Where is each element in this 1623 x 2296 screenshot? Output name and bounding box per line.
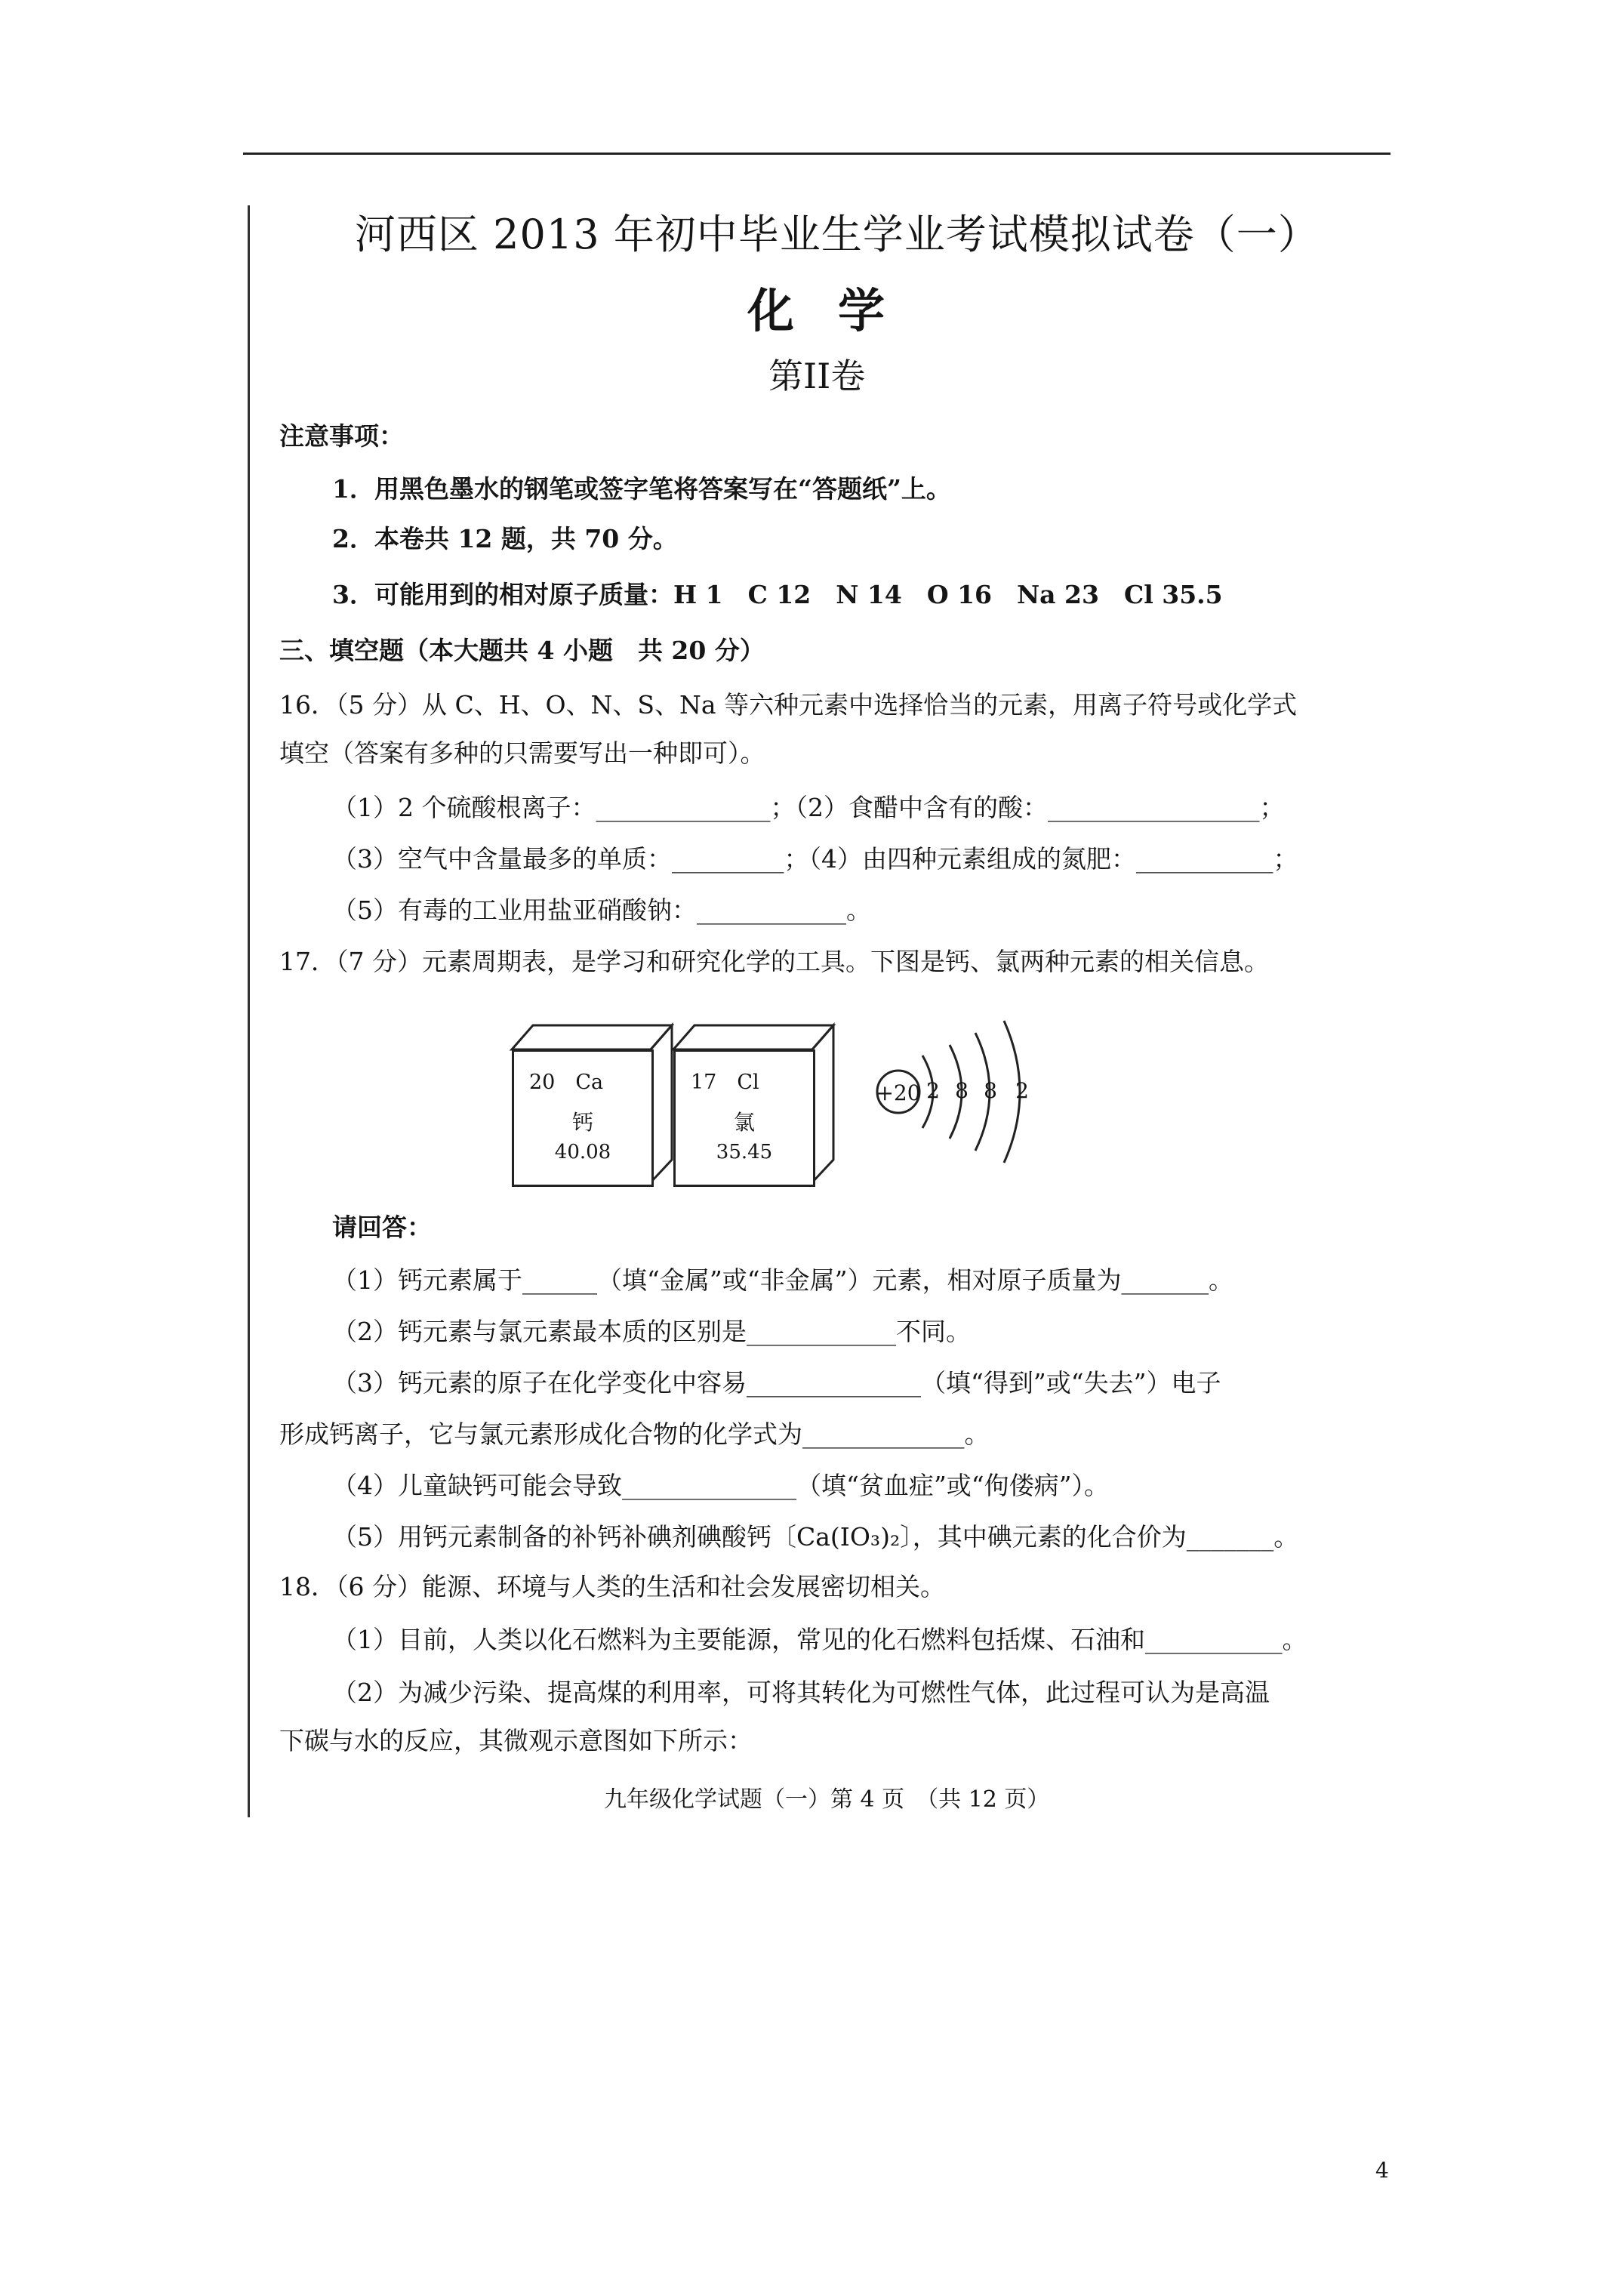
q17-ask: 请回答： [332,1213,432,1242]
volume-label: 第II卷 [768,356,866,396]
notice-item: 2．本卷共 12 题，共 70 分。 [332,524,678,553]
q17-part: （2）钙元素与氯元素最本质的区别是____________不同。 [332,1317,971,1346]
shell-3-electrons: 8 [984,1078,997,1103]
notice-item: 3．可能用到的相对原子质量：H 1 C 12 N 14 O 16 Na 23 Cl 35.5 [332,580,1223,609]
q17-part: （3）钙元素的原子在化学变化中容易______________（填“得到”或“失去”）电子 [332,1368,1221,1398]
cl-mass: 35.45 [716,1141,773,1163]
q16-item-row: （3）空气中含量最多的单质：_________；（4）由四种元素组成的氮肥：___________； [332,844,1298,874]
q17-stem: 17．（7 分）元素周期表，是学习和研究化学的工具。下图是钙、氯两种元素的相关信息。 [279,947,1269,976]
q16-item-row: （5）有毒的工业用盐亚硝酸钠：____________。 [332,895,871,925]
binding-margin-rule [248,205,250,1817]
q18-part: （1）目前，人类以化石燃料为主要能源，常见的化石燃料包括煤、石油和___________。 [332,1625,1307,1654]
ca-mass: 40.08 [554,1141,611,1163]
section-heading: 三、填空题（本大题共 4 小题 共 20 分） [279,636,765,665]
cl-number-symbol: 17 Cl [691,1071,759,1094]
q16-item-row: （1）2 个硫酸根离子：______________；（2）食醋中含有的酸：_________________； [332,793,1285,822]
q18-stem: 18．（6 分）能源、环境与人类的生活和社会发展密切相关。 [279,1572,945,1601]
ca-name: 钙 [571,1110,593,1135]
cl-element-card [673,1049,815,1187]
q17-part: （5）用钙元素制备的补钙补碘剂碘酸钙〔Ca(IO₃)₂〕，其中碘元素的化合价为_______。 [332,1522,1299,1552]
q17-part: （4）儿童缺钙可能会导致______________（填“贫血症”或“佝偻病”）。 [332,1471,1109,1500]
q17-part: 形成钙离子，它与氯元素形成化合物的化学式为_____________。 [279,1419,990,1449]
shell-4-electrons: 2 [1015,1078,1029,1103]
ca-number-symbol: 20 Ca [529,1071,604,1094]
page-number: 4 [1375,2158,1389,2183]
nucleus-charge: +20 [876,1080,921,1105]
notice-heading: 注意事项： [279,421,404,451]
cl-name: 氯 [733,1110,755,1135]
q17-part: （1）钙元素属于______（填“金属”或“非金属”）元素，相对原子质量为_______。 [332,1265,1233,1295]
q16-stem: 填空（答案有多种的只需要写出一种即可）。 [279,738,765,768]
shell-2-electrons: 8 [955,1078,969,1103]
subject-title: 化学 [747,283,929,338]
top-rule [243,153,1390,155]
q16-stem: 16．（5 分）从 C、H、O、N、S、Na 等六种元素中选择恰当的元素，用离子符号或化学式 [279,690,1298,720]
notice-item: 1．用黑色墨水的钢笔或签字笔将答案写在“答题纸”上。 [332,474,951,504]
exam-title: 河西区 2013 年初中毕业生学业考试模拟试卷（一） [355,211,1320,258]
ca-element-card [512,1049,654,1187]
q18-part: （2）为减少污染、提高煤的利用率，可将其转化为可燃性气体，此过程可认为是高温 [332,1678,1270,1707]
page-footer: 九年级化学试题（一）第 4 页 （共 12 页） [604,1786,1050,1813]
q18-part: 下碳与水的反应，其微观示意图如下所示： [279,1726,753,1755]
shell-1-electrons: 2 [926,1078,940,1103]
atom-structure-diagram [868,1012,1079,1193]
